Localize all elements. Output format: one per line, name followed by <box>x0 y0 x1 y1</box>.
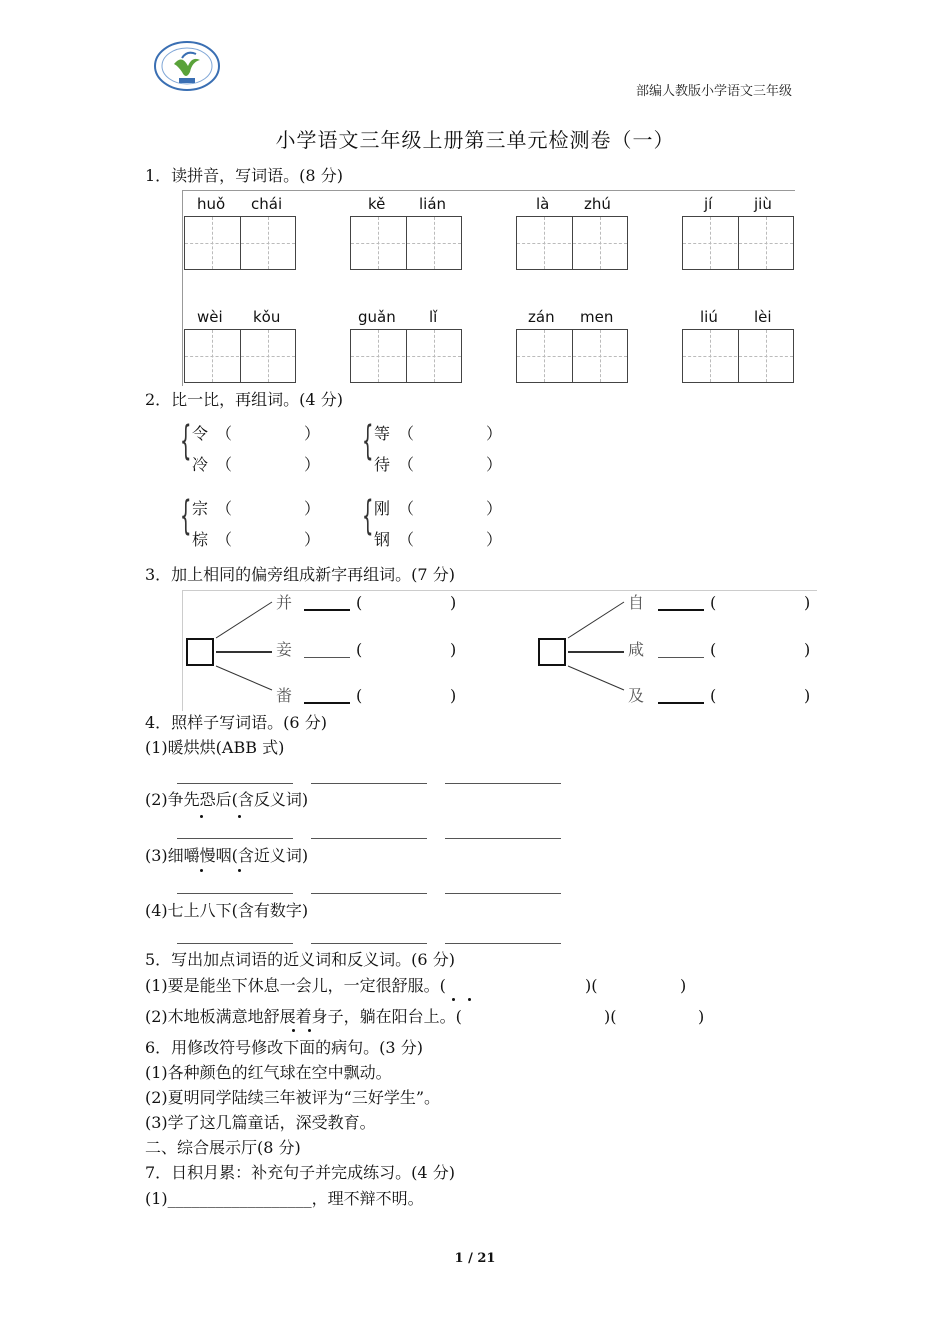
paren-close: ） <box>486 455 503 474</box>
paren-open: （ <box>216 424 233 443</box>
paren-open: ( <box>356 593 363 612</box>
q7-item-suffix: ，理不辩不明。 <box>311 1189 424 1208</box>
header-caption: 部编人教版小学语文三年级 <box>635 84 792 99</box>
answer-blank[interactable] <box>445 838 561 839</box>
answer-blank[interactable] <box>177 943 293 944</box>
emphasis-dot <box>238 869 241 872</box>
q6-heading: 6．用修改符号修改下面的病句。(3 分) <box>145 1038 423 1057</box>
q1-heading: 1．读拼音，写词语。(8 分) <box>145 166 343 185</box>
paren-open: ( <box>356 640 363 659</box>
answer-blank[interactable] <box>658 609 704 611</box>
emphasis-dot <box>452 998 455 1001</box>
paren-open: （ <box>216 530 233 549</box>
q2-heading: 2．比一比，再组词。(4 分) <box>145 390 343 409</box>
q4-item: (1)暖烘烘(ABB 式) <box>145 738 285 757</box>
char-label: 待 <box>374 455 391 474</box>
answer-blank[interactable] <box>311 783 427 784</box>
pinyin-label: lèi <box>754 308 772 326</box>
pinyin-label: là <box>536 195 550 213</box>
pinyin-label: men <box>580 308 614 326</box>
char-part: 咸 <box>628 640 645 659</box>
q4-item: (2)争先恐后(含反义词) <box>145 790 309 809</box>
pinyin-label: jiù <box>754 195 772 213</box>
paren-open: ( <box>710 686 717 705</box>
answer-blank[interactable] <box>177 783 293 784</box>
brace-icon: { <box>180 418 192 464</box>
answer-blank[interactable] <box>304 702 350 704</box>
paren-close: ) <box>804 686 811 705</box>
paren-close: ） <box>486 530 503 549</box>
paren-close: ) <box>804 593 811 612</box>
pinyin-label: lǐ <box>429 308 438 326</box>
char-part: 畨 <box>276 686 293 705</box>
char-label: 令 <box>192 424 209 443</box>
paren-pair: )( <box>585 976 598 995</box>
emphasis-dot <box>238 815 241 818</box>
section-heading: 二、综合展示厅(8 分) <box>145 1138 301 1157</box>
brace-icon: { <box>362 418 374 464</box>
pinyin-label: zán <box>528 308 555 326</box>
emphasis-dot <box>200 815 203 818</box>
answer-blank[interactable] <box>177 838 293 839</box>
paren-open: （ <box>398 424 415 443</box>
q3-heading: 3．加上相同的偏旁组成新字再组词。(7 分) <box>145 565 455 584</box>
paren-close: ) <box>698 1007 705 1026</box>
answer-blank[interactable] <box>311 838 427 839</box>
paren-close: ) <box>450 593 457 612</box>
q6-item: (2)夏明同学陆续三年被评为“三好学生”。 <box>145 1088 441 1107</box>
paren-close: ) <box>450 686 457 705</box>
emphasis-dot <box>200 869 203 872</box>
emphasis-dot <box>308 1029 311 1032</box>
answer-blank[interactable] <box>304 609 350 611</box>
emphasis-dot <box>292 1029 295 1032</box>
answer-blank[interactable] <box>658 702 704 704</box>
char-part: 自 <box>628 593 645 612</box>
emphasis-dot <box>468 998 471 1001</box>
q5-sentence: (1)要是能坐下休息一会儿，一定很舒服。( <box>145 976 446 995</box>
q5-sentence: (2)木地板满意地舒展着身子，躺在阳台上。( <box>145 1007 462 1026</box>
paren-open: （ <box>398 455 415 474</box>
paren-close: ） <box>486 424 503 443</box>
paren-open: （ <box>398 499 415 518</box>
pinyin-label: guǎn <box>358 308 396 326</box>
answer-blank[interactable] <box>311 893 427 894</box>
pinyin-label: kě <box>368 195 386 213</box>
pinyin-label: zhú <box>584 195 611 213</box>
char-part: 及 <box>628 686 645 705</box>
q4-item: (4)七上八下(含有数字) <box>145 901 309 920</box>
q5-heading: 5．写出加点词语的近义词和反义词。(6 分) <box>145 950 455 969</box>
answer-blank[interactable] <box>445 783 561 784</box>
paren-close: ） <box>304 499 321 518</box>
pinyin-label: lián <box>419 195 447 213</box>
page-number: 1 / 21 <box>454 1251 496 1266</box>
char-label: 钢 <box>374 530 391 549</box>
paren-close: ） <box>486 499 503 518</box>
paren-pair: )( <box>604 1007 617 1026</box>
answer-blank[interactable] <box>658 657 704 658</box>
char-label: 冷 <box>192 455 209 474</box>
answer-blank[interactable] <box>304 657 350 658</box>
q4-heading: 4．照样子写词语。(6 分) <box>145 713 327 732</box>
brace-icon: { <box>362 493 374 539</box>
char-label: 棕 <box>192 530 209 549</box>
brace-icon: { <box>180 493 192 539</box>
q7-heading: 7．日积月累：补充句子并完成练习。(4 分) <box>145 1163 455 1182</box>
page-title: 小学语文三年级上册第三单元检测卷（一） <box>275 128 675 152</box>
answer-blank[interactable] <box>445 893 561 894</box>
q6-item: (1)各种颜色的红气球在空中飘动。 <box>145 1063 392 1082</box>
char-part: 妾 <box>276 640 293 659</box>
answer-blank[interactable] <box>311 943 427 944</box>
paren-open: （ <box>398 530 415 549</box>
paren-open: （ <box>216 455 233 474</box>
pinyin-label: liú <box>700 308 718 326</box>
q7-item <box>145 1189 424 1209</box>
paren-open: ( <box>710 593 717 612</box>
radical-box[interactable] <box>538 638 566 666</box>
paren-close: ) <box>680 976 687 995</box>
radical-box[interactable] <box>186 638 214 666</box>
pinyin-label: wèi <box>197 308 223 326</box>
pinyin-label: kǒu <box>253 308 281 326</box>
answer-blank[interactable] <box>177 893 293 894</box>
paren-open: （ <box>216 499 233 518</box>
pinyin-label: jí <box>704 195 713 213</box>
answer-blank[interactable]: __________________ <box>167 1189 312 1208</box>
pinyin-label: huǒ <box>197 195 226 213</box>
answer-blank[interactable] <box>445 943 561 944</box>
paren-open: ( <box>710 640 717 659</box>
pinyin-label: chái <box>251 195 283 213</box>
char-part: 并 <box>276 593 293 612</box>
paren-close: ） <box>304 530 321 549</box>
char-label: 宗 <box>192 499 209 518</box>
q7-item-prefix: (1) <box>145 1189 168 1208</box>
q4-item: (3)细嚼慢咽(含近义词) <box>145 846 309 865</box>
q6-item: (3)学了这几篇童话，深受教育。 <box>145 1113 376 1132</box>
paren-close: ） <box>304 424 321 443</box>
paren-open: ( <box>356 686 363 705</box>
paren-close: ) <box>450 640 457 659</box>
char-label: 刚 <box>374 499 391 518</box>
paren-close: ） <box>304 455 321 474</box>
paren-close: ) <box>804 640 811 659</box>
char-label: 等 <box>374 424 391 443</box>
